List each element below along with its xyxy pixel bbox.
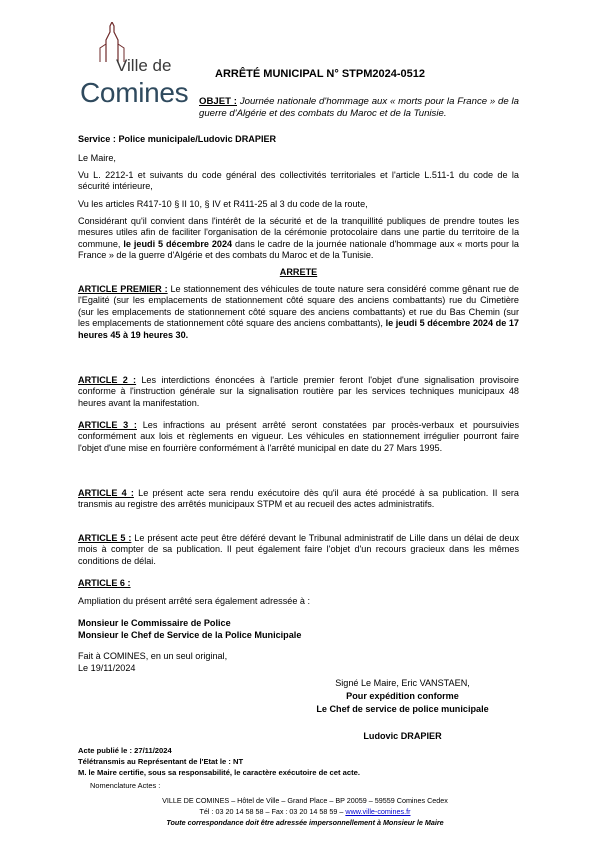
arrete-heading: ARRETE bbox=[279, 267, 318, 277]
article-6: ARTICLE 6 : bbox=[78, 578, 131, 588]
nomenclature: Nomenclature Actes : bbox=[90, 781, 161, 790]
logo-comines-text: Comines bbox=[80, 77, 189, 108]
signature-block bbox=[290, 677, 515, 743]
objet-text: Journée nationale d'hommage aux « morts pour la France » de la guerre d'Algérie et des combats du Maroc et de la Tunisie. bbox=[199, 96, 519, 119]
footer-notice: Toute correspondance doit être adressée impersonnellement à Monsieur le Maire bbox=[166, 818, 444, 827]
decree-title: ARRÊTÉ MUNICIPAL N° STPM2024-0512 bbox=[215, 68, 425, 80]
objet-label: OBJET : bbox=[199, 96, 237, 107]
article-2: ARTICLE 2 : Les interdictions énoncées à l'article premier feront l'objet d'une signalisation provisoire conforme à l'instruction générale sur la signalisation routière par les services techniques municipaux 48 heures avant la manifestation. bbox=[78, 375, 519, 408]
fait-a: Fait à COMINES, en un seul original, bbox=[78, 651, 228, 661]
website-link[interactable]: www.ville-comines.fr bbox=[345, 807, 411, 816]
teletransmis: Télétransmis au Représentant de l'Etat le : NT bbox=[78, 757, 244, 767]
considerant-paragraph: Considérant qu'il convient dans l'intérêt de la sécurité et de la tranquillité publiques de prendre toutes les mesures utiles afin de faciliter l'organisation de la cérémonie protocolaire dans une partie du territoire de la commune, le jeudi 5 décembre 2024 dans le cadre de la journée nationale d'hommage aux « morts pour la France » de la guerre d'Algérie et des combats du Maroc et de la Tunisie. bbox=[78, 216, 519, 261]
article-1: ARTICLE PREMIER : Le stationnement des véhicules de toute nature sera considéré comme gênant rue de l'Egalité (sur les emplacements de stationnement côté square des anciens combattants) rue du Cimetière (sur les emplacements de stationnement côté square des anciens combattants) et rue du Bas Chemin (sur les emplacements de stationnement côté square des anciens combattants), le jeudi 5 décembre 2024 de 17 heures 45 à 19 heures 30. bbox=[78, 284, 519, 340]
vu-paragraph-2: Vu les articles R417-10 § II 10, § IV et R411-25 al 3 du code de la route, bbox=[78, 199, 368, 209]
article-3: ARTICLE 3 : Les infractions au présent arrêté seront constatées par procès-verbaux et poursuivies conformément aux lois et règlements en vigueur. Les véhicules en stationnement irrégulier pourront faire l'objet d'une mise en fourrière conformément à l'arrêté municipal en date du 27 Mars 1995. bbox=[78, 420, 519, 453]
article-5: ARTICLE 5 : Le présent acte peut être déféré devant le Tribunal administratif de Lille dans un délai de deux mois à compter de sa publication. Il peut également faire l'objet d'un recours gracieux dans les mêmes conditions de délai. bbox=[78, 533, 520, 566]
signature-chief-title: Le Chef de service de police municipale bbox=[316, 704, 489, 714]
signature-name: Ludovic DRAPIER bbox=[363, 731, 442, 741]
signature-expedition: Pour expédition conforme bbox=[346, 691, 459, 701]
fait-date: Le 19/11/2024 bbox=[78, 663, 136, 673]
objet-paragraph bbox=[199, 96, 519, 119]
recipient-1: Monsieur le Commissaire de Police bbox=[78, 618, 231, 628]
footer-address: VILLE DE COMINES – Hôtel de Ville – Grand Place – BP 20059 – 59559 Comines Cedex bbox=[162, 796, 448, 805]
publication-date: Acte publié le : 27/11/2024 bbox=[78, 746, 172, 755]
article-4: ARTICLE 4 : Le présent acte sera rendu exécutoire dès qu'il aura été procédé à sa publication. Il sera transmis au registre des arrêtés municipaux STPM et au recueil des actes administratifs. bbox=[78, 488, 519, 510]
signature-mayor: Signé Le Maire, Eric VANSTAEN, bbox=[335, 678, 470, 688]
le-maire: Le Maire, bbox=[78, 153, 116, 163]
service-line: Service : Police municipale/Ludovic DRAPIER bbox=[78, 134, 277, 144]
ampliation: Ampliation du présent arrêté sera également adressée à : bbox=[78, 596, 311, 606]
recipient-2: Monsieur le Chef de Service de la Police Municipale bbox=[78, 630, 302, 640]
footer-contact: Tél : 03 20 14 58 58 – Fax : 03 20 14 58 59 – www.ville-comines.fr bbox=[199, 807, 411, 816]
vu-paragraph-1: Vu L. 2212-1 et suivants du code général des collectivités territoriales et l'article L.511-1 du code de la sécurité intérieure, bbox=[78, 170, 519, 192]
logo-ville-text: Ville de bbox=[116, 56, 172, 75]
publication-info bbox=[78, 745, 360, 779]
city-logo bbox=[78, 22, 198, 114]
executoire-notice: M. le Maire certifie, sous sa responsabilité, le caractère exécutoire de cet acte. bbox=[78, 768, 360, 778]
